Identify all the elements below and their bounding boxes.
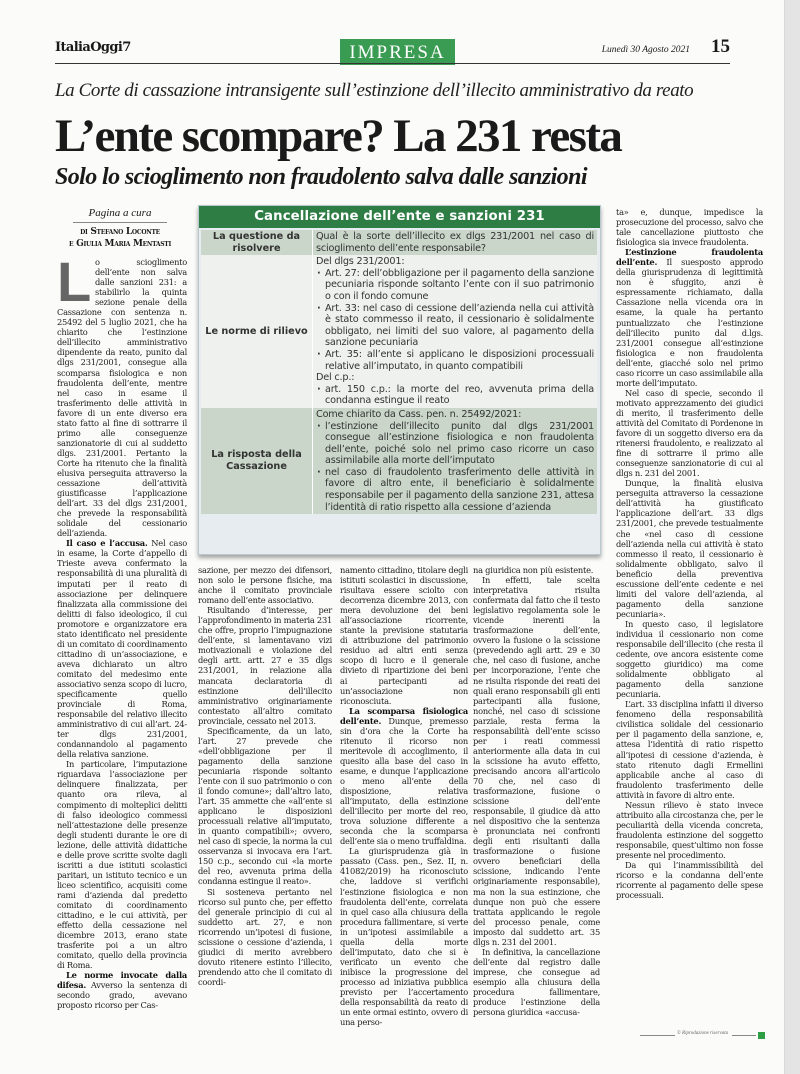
byline-author: di Stefano Loconte bbox=[80, 227, 160, 237]
drop-cap: L bbox=[57, 250, 91, 313]
section-label: IMPRESA bbox=[340, 39, 455, 65]
byline-curated: Pagina a cura bbox=[73, 207, 167, 223]
article-paragraph: Si sosteneva pertanto nel ricorso sul punto che, per effetto del generale principio di cui al suddetto art. 27, e non ricorrendo un’ipotesi di fusione, scissione o cessione d’azienda, i giudici di merito avrebbero dovuto ritenere estinto l’illecito, prendendo atto che il comitato di coordi- bbox=[198, 886, 332, 987]
article-paragraph: Dunque, la finalità elusiva perseguita attraverso la cessazione dell’attività ha giustificato l’applicazione dell’art. 33 dlgs 231/2001, che prevede testualmente che «nel caso di cessione dell’azienda nella cui attività è stato commesso il reato, il cessionario è solidalmente obbligato, salvo il beneficio della preventiva escussione dell’ente cedente e nei limiti del valore dell’azienda, al pagamento della sanzione pecuniaria». bbox=[616, 478, 763, 619]
page-edge bbox=[784, 0, 800, 1074]
article-paragraph: Le norme invocate dalla difesa. Avverso la sentenza di secondo grado, avevano proposto ricorso per Cas- bbox=[57, 970, 187, 1011]
bullet-item: · Art. 27: dell’obbligazione per il pagamento della sanzione pecuniaria risponde soltanto l’ente con il suo patrimonio o con il fondo comune bbox=[316, 268, 594, 303]
article-paragraph: namento cittadino, titolare degli istituti scolastici in discussione, risultava essere sciolto con decorrenza dicembre 2013, con mera devoluzione dei beni all’associazione ricorrente, stante la previsione statutaria di attribuzione del patrimonio residuo ad altri enti senza scopo di lucro e il generale divieto di ripartizione dei beni ai partecipanti ad un’associazione non riconosciuta. bbox=[340, 565, 468, 706]
masthead-rule bbox=[55, 63, 730, 64]
row-value: Qual è la sorte dell’illecito ex dlgs 231/2001 nel caso di scioglimento dell’ente responsabile? bbox=[313, 230, 598, 255]
article-paragraph: sazione, per mezzo dei difensori, non solo le persone fisiche, ma anche il comitato provinciale romano dell’ente associativo. bbox=[198, 565, 332, 606]
article-paragraph: La scomparsa fisiologica dell’ente. Dunque, premesso sin d’ora che la Corte ha ritenuto il ricorso non meritevole di accoglimento, il quesito alla base del caso in esame, e dunque l’applicazione o meno all’ente della disposizione, relativa all’imputato, della estinzione dell’illecito per morte del reo, trova soluzione differente a seconda che la scomparsa dell’ente sia o meno truffaldina. bbox=[340, 705, 468, 847]
article-column-3 bbox=[340, 565, 468, 1027]
row-label: La risposta della Cassazione bbox=[201, 408, 313, 514]
bullet-list bbox=[316, 421, 594, 514]
subheadline: Solo lo scioglimento non fraudolento salva dalle sanzioni bbox=[55, 164, 587, 190]
bullet-item: · l’estinzione dell’illecito punito dal dlgs 231/2001 consegue all’estinzione fisiologica e non fraudolenta dell’ente, poiché solo nel primo caso ricorre un caso assimilabile alla morte dell’imputato bbox=[316, 421, 594, 467]
article-paragraph: na giuridica non più esistente. bbox=[473, 565, 594, 575]
bullet-list bbox=[316, 384, 594, 407]
page-number: 15 bbox=[711, 36, 730, 57]
article-paragraph: In definitiva, la cancellazione dell’ente dal registro dalle imprese, che consegue ad esempio alla chiusura della procedura fallimentare, produce l’estinzione della persona giuridica «accusa- bbox=[473, 946, 600, 1018]
section-heading: L’estinzione fraudolenta dell’ente. bbox=[616, 247, 763, 268]
article-paragraph: In effetti, tale scelta interpretativa risulta confermata dal fatto che il testo legislativo regolamenta sole le vicende inerenti la trasformazione dell’ente, ovvero la fusione o la scissione (prevedendo agli artt. 29 e 30 che, nel caso di fusione, anche per incorporazione, l’ente che ne risulta risponde dei reati dei quali erano responsabili gli enti partecipanti alla fusione, nonché, nel caso di scissione parziale, resta ferma la responsabilità dell’ente scisso per i reati commessi anteriormente alla data in cui la scissione ha avuto effetto, precisando ancora all’articolo 70 che, nel caso di trasformazione, fusione o scissione dell’ente responsabile, il giudice dà atto nel dispositivo che la sentenza è pronunciata nei confronti degli enti risultanti dalla trasformazione o fusione ovvero beneficiari della scissione, indicando l’ente originariamente responsabile), ma non la sua estinzione, che dunque non può che essere trattata applicando le regole del processo penale, come imposto dal suddetto art. 35 dlgs n. 231 del 2001. bbox=[473, 575, 600, 947]
bullet-item: · art. 150 c.p.: la morte del reo, avvenuta prima della condanna estingue il reato bbox=[316, 384, 594, 407]
headline: L’ente scompare? La 231 resta bbox=[55, 110, 622, 162]
table-row bbox=[201, 255, 597, 408]
article-paragraph: La giurisprudenza già in passato (Cass. pen., Sez. II, n. 41082/2019) ha riconosciuto che, laddove si verifichi l’estinzione fisiologica e non fraudolenta dell’ente, correlata in quel caso alla chiusura della procedura fallimentare, si verte in un’ipotesi assimilabile a quella della morte dell’imputato, dato che si è verificato un evento che inibisce la progressione del processo ad iniziativa pubblica previsto per l’accertamento della responsabilità da reato di un ente ormai estinto, ovvero di una perso- bbox=[340, 846, 468, 1028]
copyright-notice bbox=[640, 1030, 765, 1042]
footer-rule bbox=[732, 1035, 756, 1036]
section-heading: Il caso e l’accusa. bbox=[66, 538, 148, 549]
table-row bbox=[201, 230, 597, 255]
article-paragraph: Da qui l’inammissibilità del ricorso e la condanna dell’ente ricorrente al pagamento delle spese processuali. bbox=[616, 860, 763, 901]
article-column-2 bbox=[198, 565, 332, 987]
article-paragraph: Risultando d’interesse, per l’approfondimento in materia 231 che offre, proprio l’impugnazione dell’ente, si lamentavano vizi motivazionali e violazione del degli artt. artt. 27 e 35 dlgs 231/2001, in relazione alla mancata declaratoria di estinzione dell’illecito amministrativo originariamente contestato all’altro comitato provinciale, cessato nel 2013. bbox=[198, 605, 333, 726]
masthead bbox=[55, 36, 730, 66]
article-column-5 bbox=[616, 207, 763, 900]
row-intro: Del dlgs 231/2001: bbox=[316, 256, 405, 268]
article-paragraph: Nel caso di specie, secondo il motivato apprezzamento dei giudici di merito, il trasferimento delle attività del Comitato di Pordenone in favore di un soggetto diverso era da ritenersi fraudolento, e realizzato al fine di sottrarre il primo alle conseguenze sanzionatorie di cui al dlgs n. 231 del 2001. bbox=[616, 387, 763, 479]
footer-rule bbox=[640, 1035, 675, 1036]
bullet-item: · Art. 35: all’ente si applicano le disposizioni processuali relative all’imputato, in quanto compatibili bbox=[316, 349, 594, 372]
bullet-list bbox=[316, 268, 594, 372]
article-paragraph: Nessun rilievo è stato invece attribuito alla circostanza che, per le peculiarità della vicenda concreta, fraudolenta estinzione del soggetto responsabile, quest’ultimo non fosse presente nel procedimento. bbox=[616, 799, 763, 860]
article-paragraph: Specificamente, da un lato, l’art. 27 prevede che «dell’obbligazione per il pagamento della sanzione pecuniaria risponde soltanto l’ente con il suo patrimonio o con il fondo comune»; dall’altro lato, l’art. 35 ammette che «all’ente si applicano le disposizioni processuali relative all’imputato, in quanto compatibili»; ovvero, nel caso di specie, la norma la cui osservanza si invocava era l’art. 150 c.p., secondo cui «la morte del reo, avvenuta prima della condanna estingue il reato». bbox=[198, 725, 332, 887]
row-label: La questione da risolvere bbox=[201, 230, 313, 255]
table-row bbox=[201, 408, 597, 514]
row-value bbox=[313, 255, 598, 408]
issue-date: Lunedì 30 Agosto 2021 bbox=[601, 45, 690, 55]
article-column-4 bbox=[473, 565, 600, 1017]
article-paragraph: In particolare, l’imputazione riguardava l’associazione per delinquere finalizzata, per quanto ora rileva, al compimento di molteplici delitti di falso ideologico commessi nell’attestazione delle presenze degli studenti durante le ore di lezione, delle attività didattiche e delle prove scritte svolte dagli iscritti a due istituti scolastici paritari, un istituto tecnico e un liceo scientifico, acquisiti come rami d’azienda dal predetto comitato di coordinamento cittadino, e le cui attività, per effetto della cessazione nel dicembre 2013, erano state trasferite poi a un altro comitato, quello della provincia di Roma. bbox=[57, 759, 187, 971]
row-label: Le norme di rilievo bbox=[201, 255, 313, 408]
copyright-text: © Riproduzione riservata bbox=[677, 1031, 729, 1036]
article-paragraph: ta» e, dunque, impedisce la prosecuzione del processo, salvo che tale cancellazione piuttosto che fisiologica sia invece fraudolenta. bbox=[616, 207, 763, 248]
section-heading: La scomparsa fisiologica dell’ente. bbox=[340, 705, 468, 726]
article-paragraph: L’estinzione fraudolenta dell’ente. Il suesposto approdo della giurisprudenza di legittimità non è sfuggito, anzi è espressamente richiamato, dalla Cassazione nella vicenda ora in esame, la quale ha pertanto puntualizzato che l’estinzione dell’illecito punito dal d.lgs. 231/2001 consegue all’estinzione fisiologica e non fraudolenta dell’ente, giacché solo nel primo caso ricorre un caso assimilabile alla morte dell’imputato. bbox=[616, 247, 763, 388]
section-heading: Le norme invocate dalla difesa. bbox=[57, 970, 187, 991]
summary-box-title: Cancellazione dell’ente e sanzioni 231 bbox=[199, 206, 600, 228]
publication-logo: ItaliaOggi7 bbox=[55, 40, 131, 55]
bullet-item: · nel caso di fraudolento trasferimento delle attività in favore di altro ente, il beneficiario è solidalmente responsabile per il pagamento della sanzione 231, attesa l’identità di ratio rispetto alla cessione d’azienda bbox=[316, 467, 594, 513]
byline-author: e Giulia Maria Mentasti bbox=[69, 239, 171, 249]
article-paragraph: L’art. 33 disciplina infatti il diverso fenomeno della responsabilità civilistica solidale del cessionario per il pagamento della sanzione, e, attesa l’identità di ratio rispetto all’ipotesi di cessione d’azienda, è stato ritenuto dagli Ermellini applicabile anche al caso di fraudolento trasferimento delle attività in favore di altro ente. bbox=[616, 699, 763, 800]
bullet-item: · Art. 33: nel caso di cessione dell’azienda nella cui attività è stato commesso il reato, il cessionario è solidalmente obbligato, nei limiti del suo valore, al pagamento della sanzione pecuniaria bbox=[316, 303, 594, 349]
article-column-1 bbox=[57, 250, 187, 1011]
summary-table bbox=[201, 230, 597, 514]
row-intro: Del c.p.: bbox=[316, 372, 355, 384]
row-intro: Come chiarito da Cass. pen. n. 25492/2021: bbox=[316, 408, 522, 420]
summary-box bbox=[198, 205, 601, 555]
row-value bbox=[313, 408, 598, 514]
article-paragraph: In questo caso, il legislatore individua il cessionario non come responsabile dell’illecito (che resta il cedente, ove ancora esistente come soggetto giuridico) ma come solidalmente obbligato al pagamento della sanzione pecuniaria. bbox=[616, 618, 763, 700]
end-mark-icon bbox=[758, 1032, 765, 1039]
article-paragraph: Lo scioglimento dell’ente non salva dalle sanzioni 231: a stabilirlo la quinta sezione penale della Cassazione con sentenza n. 25492 del 5 luglio 2021, che ha chiarito che l’estinzione dell’illecito amministrativo dipendente da reato, punito dal dlgs 231/2001, consegue alla scomparsa fisiologica e non fraudolenta dell’ente, mentre nel caso in esame il trasferimento delle attività in favore di un ente diverso era stato fatto al fine di sottrarre il primo alle conseguenze sanzionatorie di cui al suddetto dlgs. 231/2001. Pertanto la Corte ha ritenuto che la finalità elusiva perseguita attraverso la cessazione dell’attività giustificasse l’applicazione dell’art. 33 del dlgs 231/2001, che prevede la responsabilità solidale del cessionario dell’azienda. bbox=[57, 250, 187, 539]
kicker: La Corte di cassazione intransigente sull’estinzione dell’illecito amministrativo da reato bbox=[55, 80, 694, 101]
article-paragraph: Il caso e l’accusa. Nel caso in esame, la Corte d’appello di Trieste aveva confermato la responsabilità di una pluralità di imputati per il reato di associazione per delinquere finalizzata alla commissione dei delitti di falso ideologico, il cui promotore e organizzatore era stato identificato nel presidente di un comitato di coordinamento cittadino di un’associazione, e aveva dichiarato un altro comitato del medesimo ente associativo senza scopo di lucro, specificamente quello provinciale di Roma, responsabile del relativo illecito amministrativo di cui all’art. 24-ter dlgs 231/2001, condannandolo al pagamento della relativa sanzione. bbox=[57, 538, 187, 760]
byline bbox=[55, 207, 185, 250]
